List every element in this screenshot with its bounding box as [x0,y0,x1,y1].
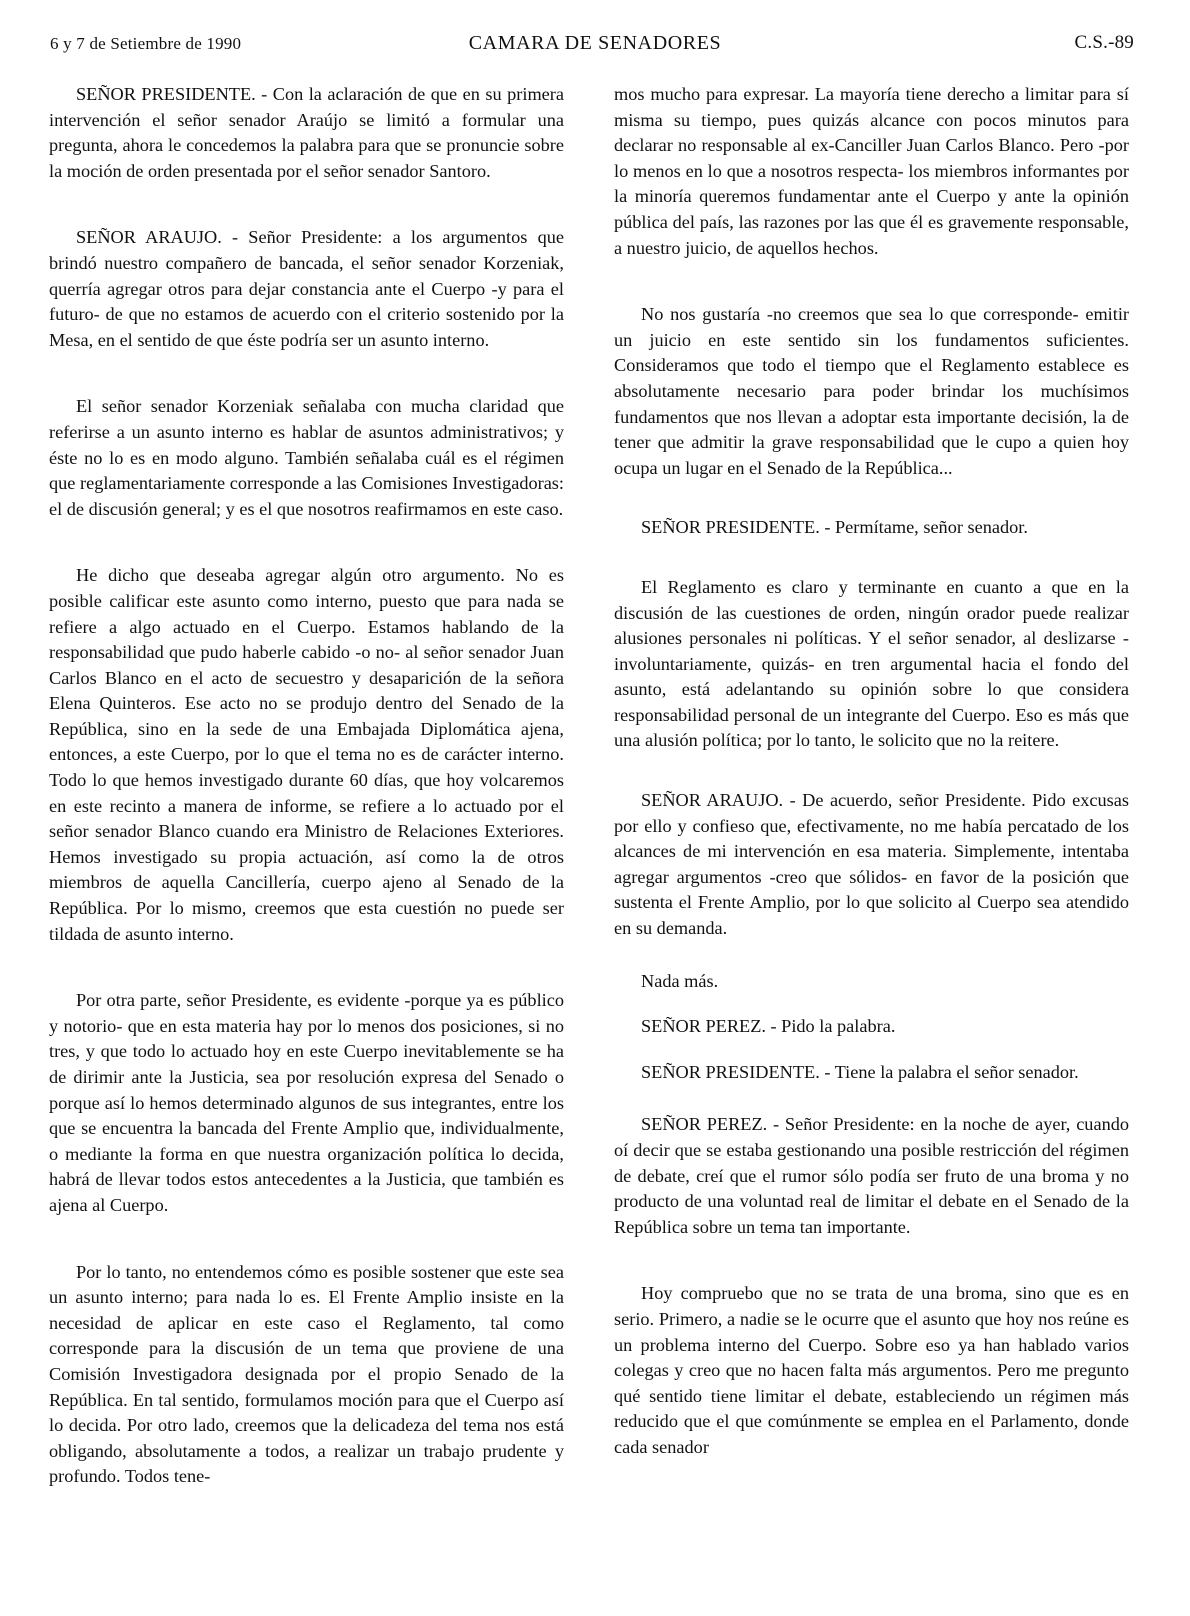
paragraph: Por lo tanto, no entendemos cómo es posible sostener que este sea un asunto interno; para nada lo es. El Frente Amplio insiste en la necesidad de aplicar en este caso el Reglamento, tal como corresponde para la discusión de un tema que proviene de una Comisión Investigadora designada por el propio Senado de la República. En tal sentido, formulamos moción para que el Cuerpo así lo decida. Por otro lado, creemos que la delicadeza del tema nos está obligando, absolutamente a todos, a realizar un trabajo prudente y profundo. Todos tene- [49,1261,564,1487]
paragraph: mos mucho para expresar. La mayoría tiene derecho a limitar para sí misma su tiempo, pues quizás alcance con pocos minutos para declarar no responsable al ex-Canciller Juan Carlos Blanco. Pero -por lo menos en lo que a nosotros respecta- los miembros informantes por la minoría queremos fundamentar ante el Cuerpo y ante la opinión pública del país, las razones por las que él es gravemente responsable, a nuestro juicio, de aquellos hechos. [614,84,1129,258]
paragraph: No nos gustaría -no creemos que sea lo que corresponde- emitir un juicio en este sentido sin los fundamentos suficientes. Consideramos que todo el tiempo que el Reglamento establece es absolutamente necesario para poder brindar los muchísimos fundamentos que nos llevan a adoptar esta importante decisión, la de tener que admitir la grave responsabilidad que le cupo a quien hoy ocupa un lugar en el Senado de la República... [614,304,1129,478]
paragraph: Nada más. [641,970,719,991]
session-date: 6 y 7 de Setiembre de 1990 [50,34,242,53]
paragraph: SEÑOR PEREZ. - Pido la palabra. [641,1016,896,1037]
paragraph: SEÑOR ARAUJO. - Señor Presidente: a los argumentos que brindó nuestro compañero de bancada, el señor senador Korzeniak, querría agregar otros para dejar constancia ante el Cuerpo -y para el futuro- de que no estamos de acuerdo con el criterio sostenido por la Mesa, en el sentido de que éste podría ser un asunto interno. [49,227,564,350]
paragraph: SEÑOR PRESIDENTE. - Con la aclaración de que en su primera intervención el señor senador Araújo se limitó a formular una pregunta, ahora le concedemos la palabra para que se pronuncie sobre la moción de orden presentada por el señor senador Santoro. [49,84,564,181]
paragraph: El Reglamento es claro y terminante en cuanto a que en la discusión de las cuestiones de orden, ningún orador puede realizar alusiones personales ni políticas. Y el señor senador, al deslizarse -involuntariamente, quizás- en tren argumental hacia el fondo del asunto, está adelantando su opinión sobre lo que considera responsabilidad personal de un integrante del Cuerpo. Eso es más que una alusión política; por lo tanto, le solicito que no la reitere. [614,576,1129,751]
right-column [614,82,1129,1461]
paragraph: SEÑOR ARAUJO. - De acuerdo, señor Presidente. Pido excusas por ello y confieso que, efectivamente, no me había percatado de los alcances de mi intervención en esa materia. Simplemente, intentaba agregar argumentos -creo que sólidos- en favor de la posición que sustenta el Frente Amplio, por lo que solicito al Cuerpo sea atendido en su demanda. [614,790,1129,939]
chamber-title: CAMARA DE SENADORES [468,32,722,54]
paragraph: El señor senador Korzeniak señalaba con mucha claridad que referirse a un asunto interno es hablar de asuntos administrativos; y éste no lo es en modo alguno. También señalaba cuál es el régimen que reglamentariamente corresponde a las Comisiones Investigadoras: el de discusión general; y es el que nosotros reafirmamos en este caso. [49,396,564,519]
paragraph: SEÑOR PRESIDENTE. - Tiene la palabra el señor senador. [641,1061,1079,1082]
paragraph: Por otra parte, señor Presidente, es evidente -porque ya es público y notorio- que en esta materia hay por lo menos dos posiciones, si no tres, y que todo lo actuado hoy en este Cuerpo inevitablemente se ha de dirimir ante la Justicia, sea por resolución expresa del Senado o porque así lo hemos determinado algunos de sus integrantes, entre los que se encuentra la bancada del Frente Amplio que, individualmente, o mediante la forma en que nuestra organización política lo decida, habrá de llevar todos estos antecedentes a la Justicia, que también es ajena al Cuerpo. [49,990,564,1215]
paragraph: Hoy compruebo que no se trata de una broma, sino que es en serio. Primero, a nadie se le ocurre que el asunto que hoy nos reúne es un problema interno del Cuerpo. Sobre eso ya han hablado varios colegas y creo que no hacen falta más argumentos. Pero me pregunto qué sentido tiene limitar el debate, estableciendo un régimen más reducido que el que comúnmente se emplea en el Parlamento, donde cada senador [614,1283,1129,1457]
paragraph: SEÑOR PEREZ. - Señor Presidente: en la noche de ayer, cuando oí decir que se estaba gestionando una posible restricción del régimen de debate, creí que el rumor sólo podía ser fruto de una broma y no producto de una voluntad real de limitar el debate en el Senado de la República sobre un tema tan importante. [614,1114,1129,1237]
page-header [48,30,1142,60]
paragraph: SEÑOR PRESIDENTE. - Permítame, señor senador. [641,517,1028,538]
page-reference: C.S.-89 [1074,32,1134,53]
paragraph: He dicho que deseaba agregar algún otro argumento. No es posible calificar este asunto como interno, puesto que para nada se refiere a algo actuado en el Cuerpo. Estamos hablando de la responsabilidad que pudo haberle cabido -o no- al señor senador Juan Carlos Blanco en el acto de secuestro y desaparición de la señora Elena Quinteros. Ese acto no se produjo dentro del Senado de la República, sino en la sede de una Embajada Diplomática ajena, entonces, a este Cuerpo, por lo que el tema no es de carácter interno. Todo lo que hemos investigado durante 60 días, que hoy volcaremos en este recinto a manera de informe, se refiere a lo actuado por el señor senador Blanco cuando era Ministro de Relaciones Exteriores. Hemos investigado su propia actuación, así como la de otros miembros de aquella Cancillería, cuerpo ajeno al Senado de la República. Por lo mismo, creemos que esta cuestión no puede ser tildada de asunto interno. [49,565,564,944]
left-column [49,82,564,1490]
